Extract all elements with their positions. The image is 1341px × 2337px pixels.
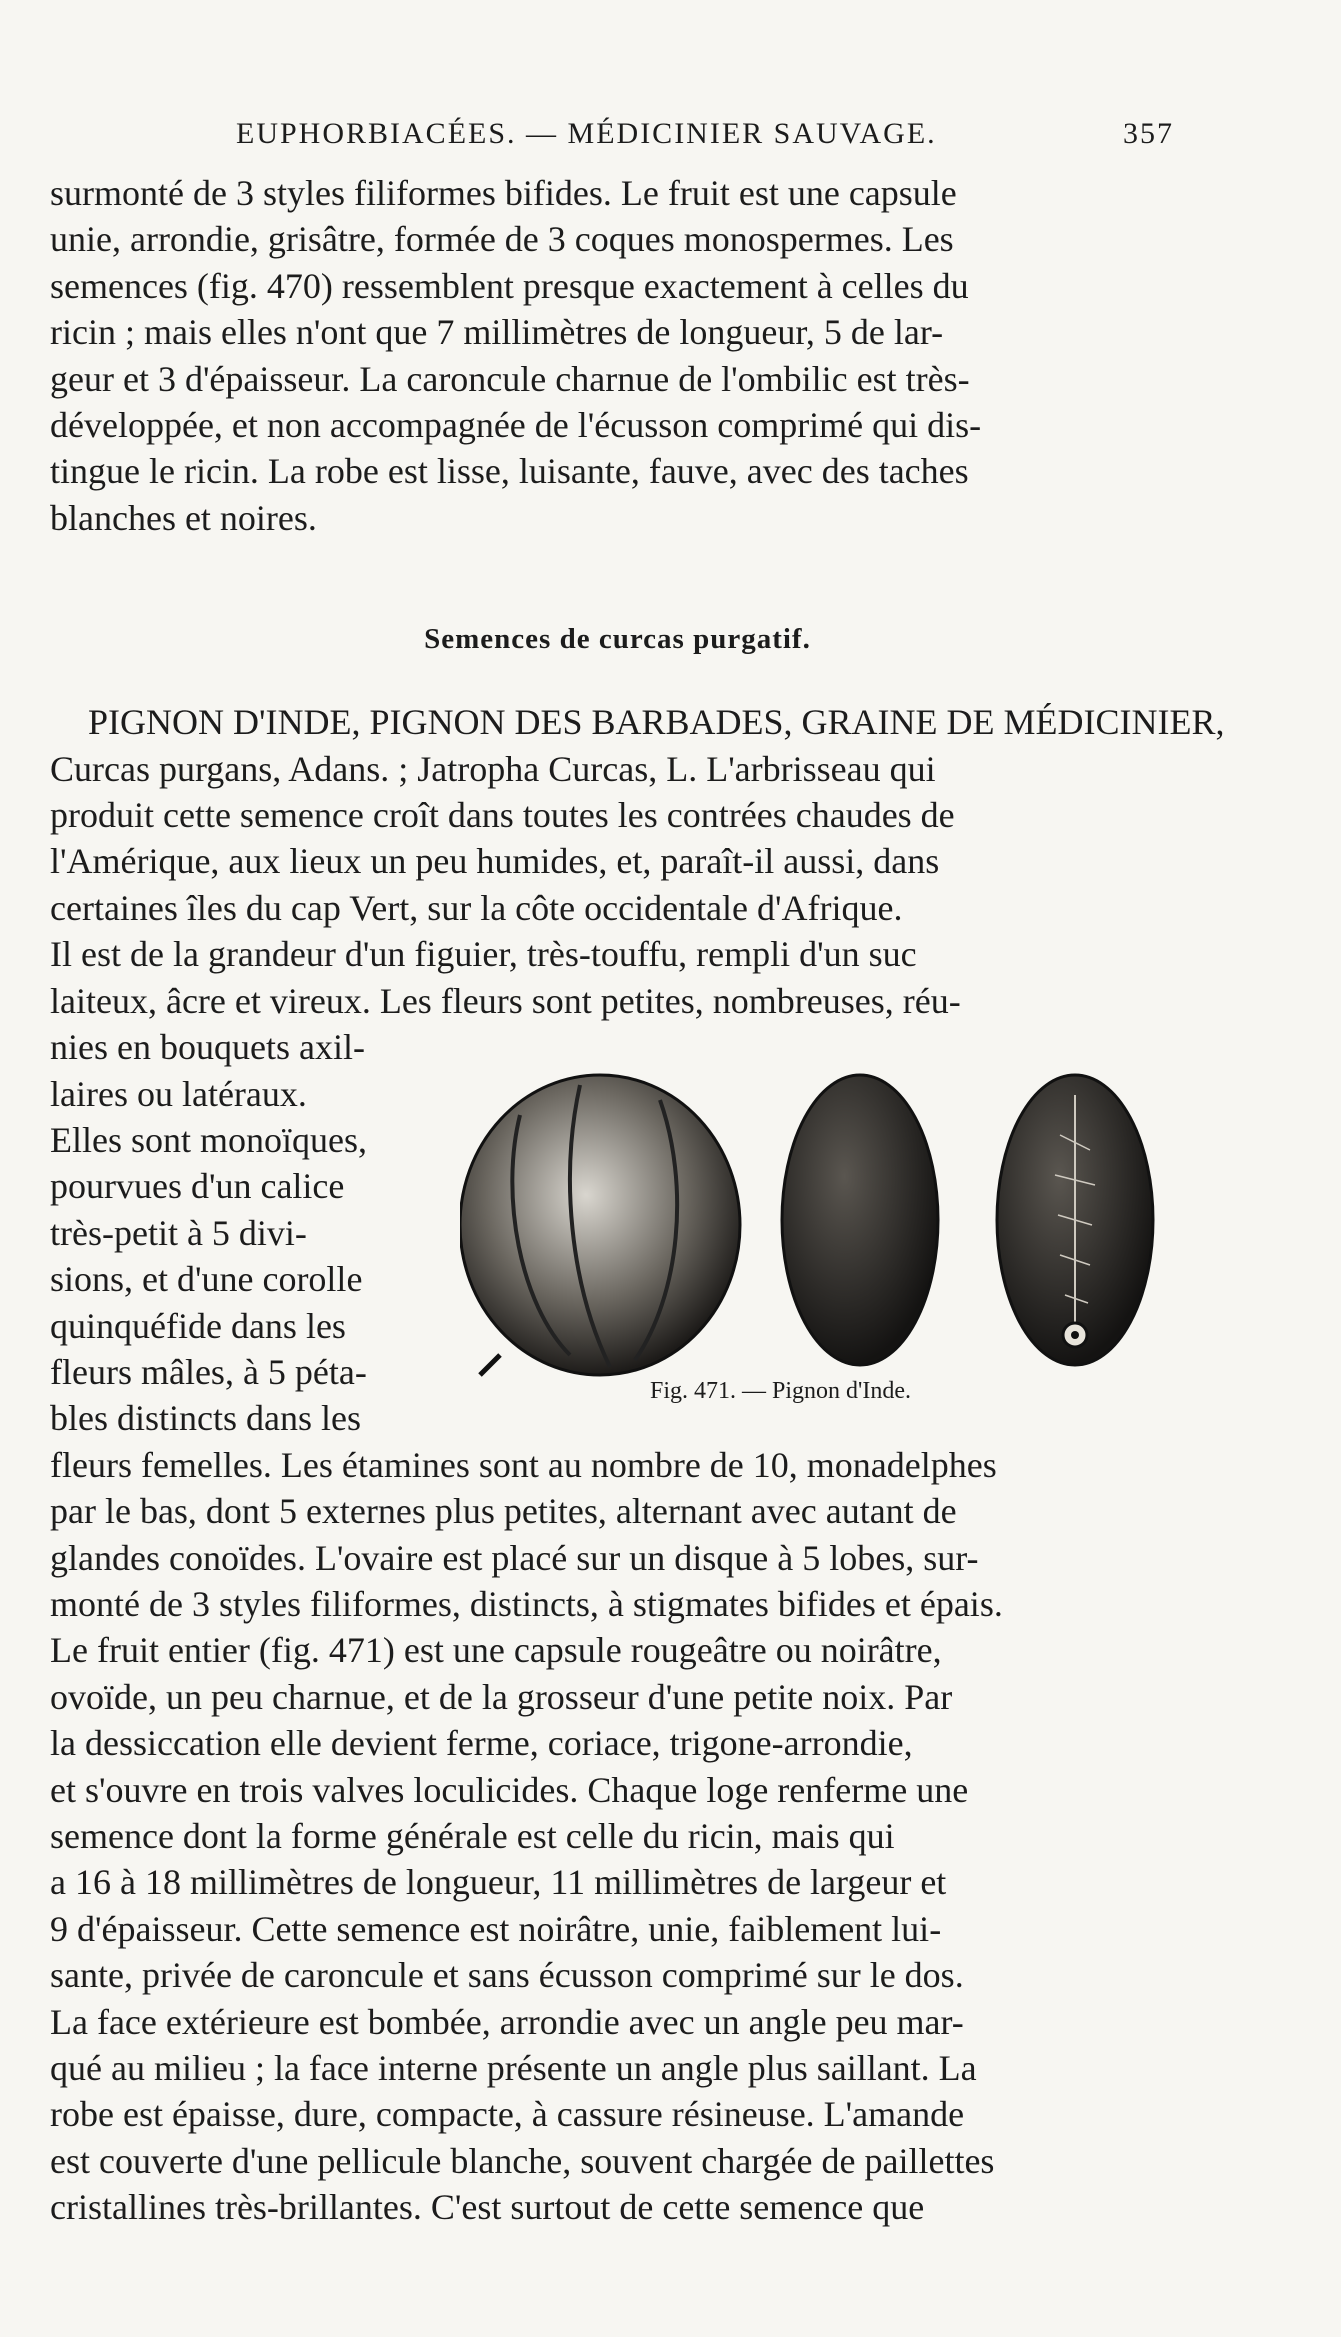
paragraph-fruit-description: [50, 1442, 1185, 2231]
text-line: qué au milieu ; la face interne présente un angle plus saillant. La: [50, 2048, 977, 2089]
text-line: 9 d'épaisseur. Cette semence est noirâtre, unie, faiblement lui-: [50, 1908, 942, 1949]
paragraph-flowers-narrow: [50, 1024, 462, 1442]
text-line: semences (fig. 470) ressemblent presque exactement à celles du: [50, 265, 969, 306]
text-line: fleurs mâles, à 5 péta-: [50, 1351, 367, 1392]
text-line: ricin ; mais elles n'ont que 7 millimètres de longueur, 5 de lar-: [50, 312, 944, 353]
text-line: Il est de la grandeur d'un figuier, très-touffu, rempli d'un suc: [50, 934, 917, 975]
text-line: robe est épaisse, dure, compacte, à cassure résineuse. L'amande: [50, 2094, 965, 2135]
seed-side-drawing: [782, 1075, 938, 1365]
text-line: Curcas purgans, Adans. ; Jatropha Curcas, L. L'arbrisseau qui: [50, 748, 936, 789]
section-heading: Semences de curcas purgatif.: [424, 623, 811, 656]
seed-ventral-drawing: [997, 1075, 1153, 1365]
text-line: La face extérieure est bombée, arrondie avec un angle peu mar-: [50, 2001, 964, 2042]
text-line: surmonté de 3 styles filiformes bifides. Le fruit est une capsule: [50, 173, 957, 213]
text-line: laiteux, âcre et vireux. Les fleurs sont petites, nombreuses, réu-: [50, 980, 961, 1021]
text-line: par le bas, dont 5 externes plus petites, alternant avec autant de: [50, 1491, 957, 1532]
text-line: blanches et noires.: [50, 497, 317, 538]
text-line: l'Amérique, aux lieux un peu humides, et, paraît-il aussi, dans: [50, 841, 940, 882]
text-line: et s'ouvre en trois valves loculicides. Chaque loge renferme une: [50, 1769, 969, 1810]
paragraph-ricin-comparison: [50, 170, 1185, 541]
seed-engraving: [460, 1055, 1180, 1385]
text-line: sante, privée de caroncule et sans écusson comprimé sur le dos.: [50, 1955, 964, 1996]
text-line: quinquéfide dans les: [50, 1305, 346, 1346]
text-line: bles distincts dans les: [50, 1398, 361, 1439]
text-line: PIGNON D'INDE, PIGNON DES BARBADES, GRAINE DE MÉDICINIER,: [88, 702, 1225, 743]
text-line: geur et 3 d'épaisseur. La caroncule charnue de l'ombilic est très-: [50, 358, 970, 399]
text-line: développée, et non accompagnée de l'écusson comprimé qui dis-: [50, 405, 982, 446]
text-line: est couverte d'une pellicule blanche, souvent chargée de paillettes: [50, 2140, 995, 2181]
text-line: certaines îles du cap Vert, sur la côte occidentale d'Afrique.: [50, 887, 903, 928]
text-line: Le fruit entier (fig. 471) est une capsule rougeâtre ou noirâtre,: [50, 1630, 942, 1671]
text-line: fleurs femelles. Les étamines sont au nombre de 10, monadelphes: [50, 1444, 997, 1485]
text-line: très-petit à 5 divi-: [50, 1212, 307, 1253]
running-title: EUPHORBIACÉES. — MÉDICINIER SAUVAGE.: [236, 117, 937, 150]
text-line: la dessiccation elle devient ferme, coriace, trigone-arrondie,: [50, 1723, 913, 1764]
text-line: ovoïde, un peu charnue, et de la grosseur d'une petite noix. Par: [50, 1676, 953, 1717]
text-line: semence dont la forme générale est celle du ricin, mais qui: [50, 1816, 895, 1856]
text-line: glandes conoïdes. L'ovaire est placé sur un disque à 5 lobes, sur-: [50, 1537, 979, 1578]
figure-pignon-illustration: [460, 1055, 1180, 1415]
page-number: 357: [1123, 117, 1174, 150]
text-line: Elles sont monoïques,: [50, 1119, 367, 1160]
text-line: laires ou latéraux.: [50, 1073, 307, 1114]
text-line: produit cette semence croît dans toutes les contrées chaudes de: [50, 795, 955, 836]
whole-fruit-drawing: [460, 1075, 740, 1375]
text-line: sions, et d'une corolle: [50, 1259, 363, 1300]
paragraph-pignon-intro: [50, 699, 1225, 1024]
text-line: cristallines très-brillantes. C'est surtout de cette semence que: [50, 2187, 925, 2228]
text-line: monté de 3 styles filiformes, distincts, à stigmates bifides et épais.: [50, 1583, 1003, 1624]
text-line: a 16 à 18 millimètres de longueur, 11 millimètres de largeur et: [50, 1862, 947, 1903]
text-line: tingue le ricin. La robe est lisse, luisante, fauve, avec des taches: [50, 451, 969, 492]
text-line: nies en bouquets axil-: [50, 1027, 365, 1068]
text-line: unie, arrondie, grisâtre, formée de 3 coques monospermes. Les: [50, 219, 954, 260]
figure-caption: Fig. 471. — Pignon d'Inde.: [650, 1378, 911, 1404]
text-line: pourvues d'un calice: [50, 1166, 345, 1207]
